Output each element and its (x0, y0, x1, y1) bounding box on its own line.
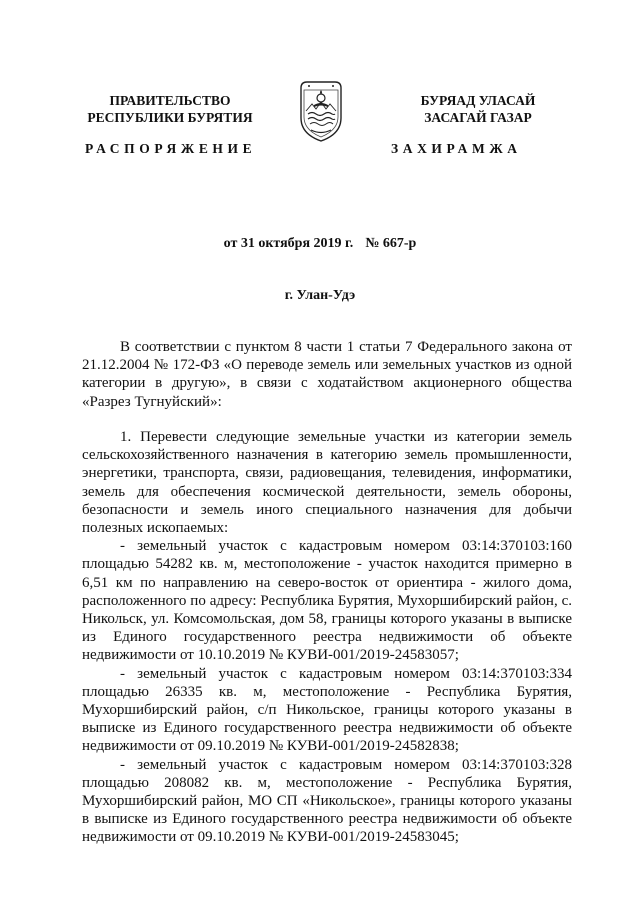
issuer-line-2: РЕСПУБЛИКИ БУРЯТИЯ (87, 110, 253, 125)
issuer-name-russian (70, 92, 270, 126)
document-city: г. Улан-Удэ (284, 288, 356, 303)
issuer-line-2-buryat: ЗАСАГАЙ ГАЗАР (424, 110, 532, 125)
document-date: от 31 октября 2019 г. (223, 236, 354, 251)
issuer-name-buryat (378, 92, 578, 126)
point-1-paragraph: 1. Перевести следующие земельные участки из категории земель сельскохозяйственного назначения в категорию земель промышленности, энергетики, транспорта, связи, радиовещания, телевидения, информатики, земель для обеспечения космической деятельности, земель обороны, безопасности и земель иного специального назначения для добычи полезных ископаемых: (82, 429, 572, 537)
document-type-buryat: ЗАХИРАМЖА (391, 141, 522, 156)
document-number: № 667-р (365, 236, 417, 251)
republic-of-buryatia-emblem-icon (295, 78, 347, 144)
issuer-line-1-buryat: БУРЯАД УЛАСАЙ (420, 93, 536, 108)
point-1-block (82, 428, 572, 847)
land-plot-item: - земельный участок с кадастровым номером 03:14:370103:328 площадью 208082 кв. м, местоположение - Республика Бурятия, Мухоршибирский район, МО СП «Никольское», границы которого указаны в выписке из Единого государственного реестра недвижимости об объекте недвижимости от 09.10.2019 № КУВИ-001/2019-24583045; (82, 756, 572, 846)
land-plot-item: - земельный участок с кадастровым номером 03:14:370103:160 площадью 54282 кв. м, местоположение - участок находится примерно в 6,51 км по направлению на северо-восток от ориентира - жилого дома, расположенного по адресу: Республика Бурятия, Мухоршибирский район, с. Никольск, ул. Комсомольская, дом 58, границы которого указаны в выписке из Единого государственного реестра недвижимости об объекте недвижимости от 10.10.2019 № КУВИ-001/2019-24583057; (82, 538, 572, 664)
preamble-paragraph: В соответствии с пунктом 8 части 1 статьи 7 Федерального закона от 21.12.2004 № 172-ФЗ «О переводе земель или земельных участков из одной категории в другую», в связи с ходатайством акционерного общества «Разрез Тугнуйский»: (82, 339, 572, 410)
document-type-russian: РАСПОРЯЖЕНИЕ (85, 141, 257, 156)
issuer-line-1: ПРАВИТЕЛЬСТВО (109, 93, 231, 108)
preamble-block (82, 338, 572, 411)
land-plot-item: - земельный участок с кадастровым номером 03:14:370103:334 площадью 26335 кв. м, местоположение - Республика Бурятия, Мухоршибирский район, с/п Никольское, границы которого указаны в выписке из Единого государственного реестра недвижимости об объекте недвижимости от 09.10.2019 № КУВИ-001/2019-24582838; (82, 665, 572, 755)
date-number-line (0, 236, 640, 252)
